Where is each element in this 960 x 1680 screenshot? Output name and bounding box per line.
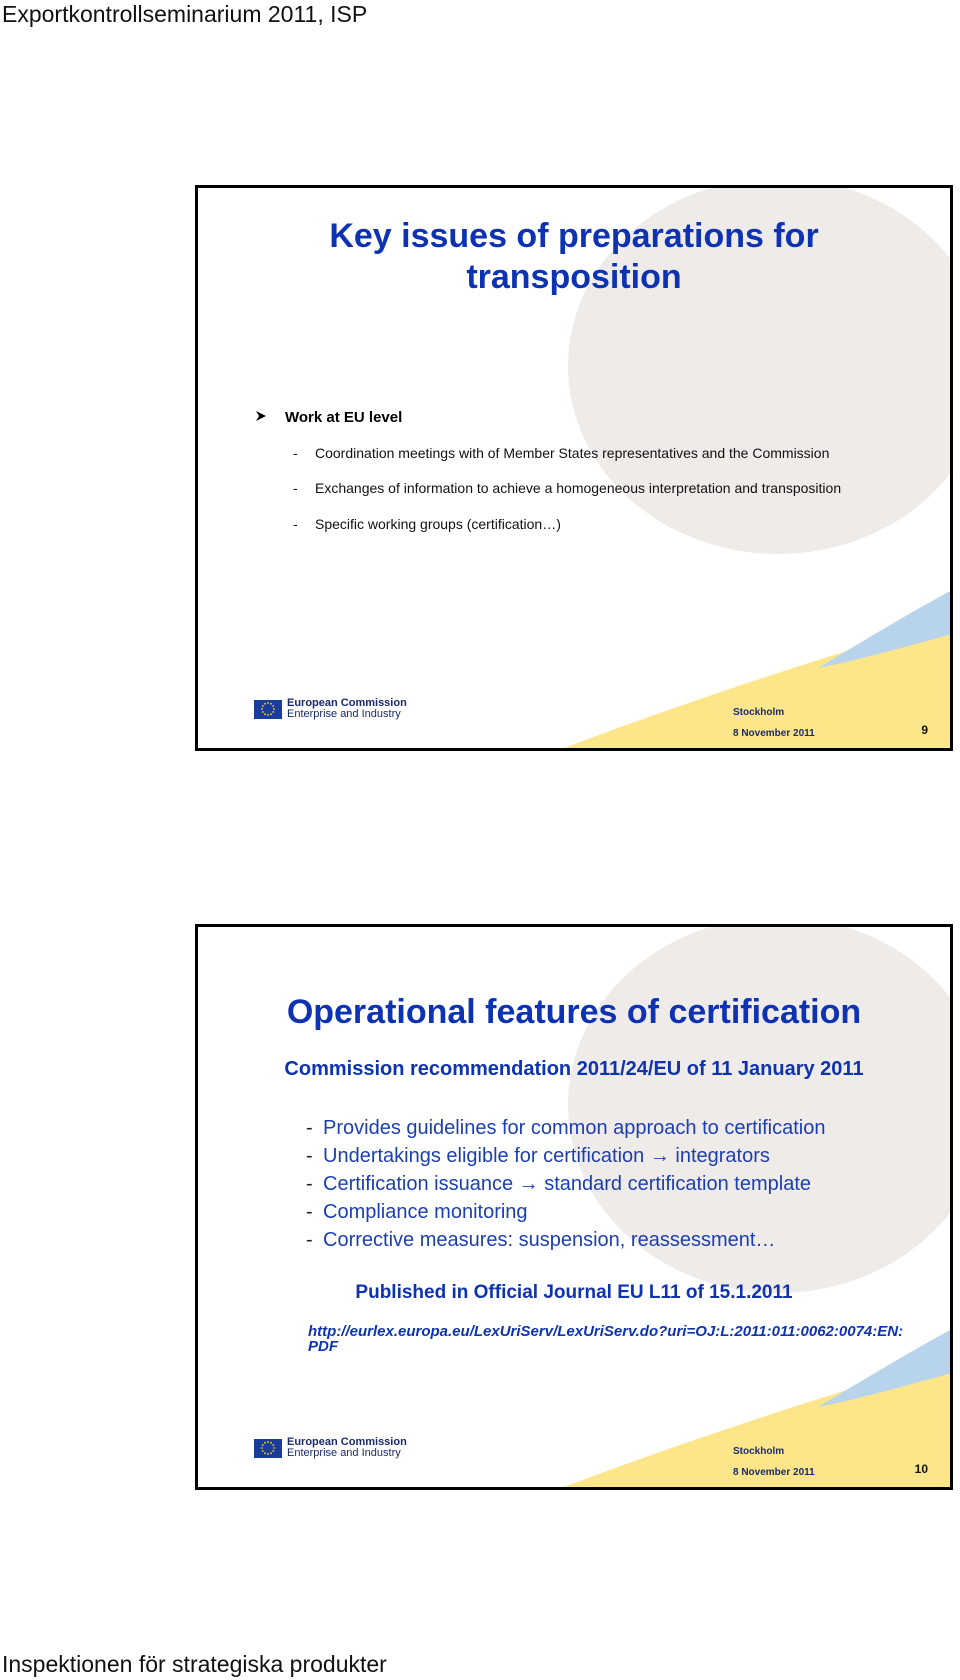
list-item-text: Specific working groups (certification…) bbox=[315, 516, 561, 532]
list-item: - Corrective measures: suspension, reassessment… bbox=[306, 1229, 776, 1251]
document-header: Exportkontrollseminarium 2011, ISP bbox=[2, 1, 368, 27]
slide-title-line-1: Key issues of preparations for bbox=[329, 217, 819, 255]
bullet-work-at-eu-level bbox=[255, 409, 402, 426]
org-dept: Enterprise and Industry bbox=[287, 1447, 401, 1459]
list-item-text: Certification issuance → standard certification template bbox=[323, 1173, 812, 1195]
list-item-text: Undertakings eligible for certification → integrators bbox=[323, 1145, 770, 1167]
list-item-text: Exchanges of information to achieve a homogeneous interpretation and transposition bbox=[315, 480, 842, 496]
slide-city: Stockholm bbox=[733, 707, 785, 718]
org-name: European Commission bbox=[287, 697, 407, 709]
list-item: - Certification issuance → standard certification template bbox=[306, 1173, 812, 1195]
document-footer: Inspektionen för strategiska produkter bbox=[2, 1651, 387, 1677]
list-item-text: Coordination meetings with of Member States representatives and the Commission bbox=[315, 445, 830, 461]
slide-page-number: 10 bbox=[914, 1462, 928, 1476]
org-dept: Enterprise and Industry bbox=[287, 708, 401, 720]
list-item: - Coordination meetings with of Member States representatives and the Commission bbox=[293, 445, 830, 461]
slide-subtitle: Commission recommendation 2011/24/EU of 11 January 2011 bbox=[284, 1058, 864, 1080]
eurlex-link[interactable]: http://eurlex.europa.eu/LexUriServ/LexUriServ.do?uri=OJ:L:2011:011:0062:0074:EN:PDF bbox=[308, 1323, 904, 1355]
slide-page-number: 9 bbox=[921, 723, 928, 737]
slide-9 bbox=[195, 185, 953, 751]
slide-title bbox=[198, 216, 950, 298]
list-item-text: Compliance monitoring bbox=[323, 1201, 528, 1223]
slide-city: Stockholm bbox=[733, 1446, 785, 1457]
list-item: - Undertakings eligible for certification → integrators bbox=[306, 1145, 770, 1167]
eu-flag-icon bbox=[254, 700, 282, 719]
european-commission-logo bbox=[254, 1437, 407, 1459]
slide-date: 8 November 2011 bbox=[733, 1467, 815, 1478]
list-item: - Provides guidelines for common approach to certification bbox=[306, 1117, 826, 1139]
list-item-text: Corrective measures: suspension, reassessment… bbox=[323, 1229, 776, 1251]
list-item: - Exchanges of information to achieve a homogeneous interpretation and transposition bbox=[293, 480, 842, 496]
list-item: - Compliance monitoring bbox=[306, 1201, 528, 1223]
slide-date: 8 November 2011 bbox=[733, 728, 815, 739]
list-item-text: Provides guidelines for common approach to certification bbox=[323, 1117, 826, 1139]
arrow-bullet-icon bbox=[255, 409, 285, 426]
slide-10 bbox=[195, 924, 953, 1490]
slide-title-line-2: transposition bbox=[466, 258, 682, 296]
bullet-label: Work at EU level bbox=[285, 409, 403, 426]
org-name: European Commission bbox=[287, 1436, 407, 1448]
european-commission-logo bbox=[254, 698, 407, 720]
slide-title: Operational features of certification bbox=[286, 993, 862, 1031]
list-item: - Specific working groups (certification…) bbox=[293, 516, 561, 532]
published-note: Published in Official Journal EU L11 of 15.1.2011 bbox=[355, 1282, 793, 1303]
eu-flag-icon bbox=[254, 1439, 282, 1458]
